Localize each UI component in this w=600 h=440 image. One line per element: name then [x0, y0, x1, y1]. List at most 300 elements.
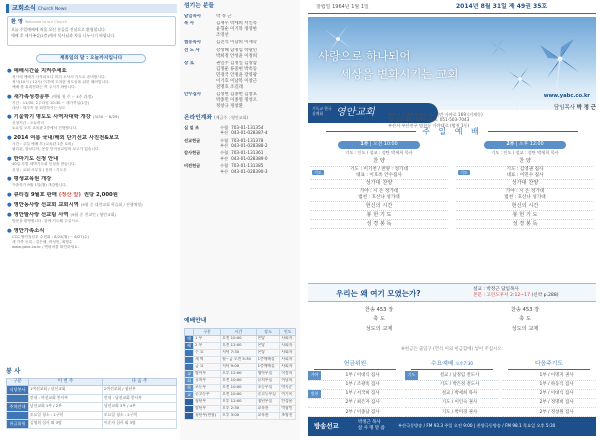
order-item — [456, 202, 594, 211]
order-text-2: 범천 : 호산나 성가대 — [358, 194, 400, 200]
list-text: 1부 / 이명지 권사 — [539, 372, 574, 378]
news-item-line: 정시(10시 / 12시) 이후에 도착한 성도들을 위한 배려입니다. — [12, 80, 110, 85]
weekly-cell-p: 교육관 — [256, 412, 280, 419]
broadcast-pastor — [358, 420, 385, 431]
weekly-cell-l: 박옥순 — [280, 384, 296, 391]
address-line: 부산시 부산진구 범천동 가야대로 (범천 1동) — [388, 122, 470, 128]
staff-names — [216, 14, 296, 20]
weekly-worship-title: 예배안내 — [184, 318, 207, 324]
volunteer-header: 구분 — [7, 379, 29, 386]
staff-role: 담임목사 — [184, 13, 201, 19]
news-item-line: 새 가족 등록 : 김은혜, 박성민, 최영수 — [12, 239, 73, 244]
weekly-cell-n: 영아부 — [194, 370, 221, 377]
closing-item: 성도의 교제 — [365, 325, 393, 332]
weekly-row — [185, 349, 296, 356]
list-tag — [405, 381, 418, 389]
news-item — [7, 202, 175, 209]
closing-second — [456, 306, 594, 334]
weekly-cell-p: 1층예배실 — [256, 356, 280, 363]
weekly-cell-n: 2 부 — [194, 342, 221, 349]
account-bank: 수협 — [220, 124, 229, 130]
header-rule — [308, 13, 596, 14]
account-row — [184, 143, 296, 148]
bullet-icon: ● — [7, 135, 12, 141]
account-row — [184, 130, 296, 135]
volunteer-next-week: 안내 : 남선교회 봉사부 — [103, 394, 177, 403]
news-item-title: 새가족성경공부 — [13, 93, 50, 100]
list-text: 2부 / 정명희 집사 — [539, 400, 574, 406]
weekly-cell-n: 유치부 — [194, 377, 221, 384]
weekly-cell-l: 이기복 — [280, 391, 296, 398]
staff-name-line: 정창규 정창환 — [216, 104, 243, 110]
bullet-icon: ● — [7, 227, 12, 234]
service-title: 1부 — [360, 142, 369, 147]
bulletin-issue: 35호 — [533, 3, 548, 10]
weekly-cell-l: 사회자 — [280, 349, 296, 356]
service-header: 2부 | 오후 12:00 — [484, 141, 566, 149]
news-item-period: (매월 첫 주 ~ 4주 과정) — [51, 93, 93, 99]
order-item — [310, 157, 448, 166]
online-accounts — [184, 115, 296, 174]
weekly-cell-p: 교육관 — [256, 405, 280, 412]
weekly-cell-n: 중고등부 — [194, 391, 221, 398]
news-item-line: 토요일 오후 교육관 2층에서 진행합니다. — [12, 126, 78, 131]
account-bank: 부산 — [220, 155, 229, 161]
list-row — [308, 372, 402, 381]
news-item-head — [7, 192, 175, 199]
staff-name-line: 박종민 이종열 정성오 — [216, 98, 257, 104]
weekly-cell-l: 조영선 — [280, 412, 296, 419]
staff-name-line: 박희정 안성윤 이정희 — [216, 53, 257, 59]
weekly-group: 교 — [185, 391, 194, 398]
volunteer-row — [7, 420, 177, 429]
church-news-title-en: Church News — [37, 7, 67, 12]
account-number[interactable]: 043-01-028388-2 — [231, 142, 268, 148]
denomination: 기독교 한국침례회 — [312, 106, 332, 116]
weekly-cell-p: 1층예배실 — [256, 363, 280, 370]
news-item-head — [7, 212, 175, 219]
sunday-worship-title — [308, 127, 596, 137]
list-text: 2부 / 이대식 집사 — [539, 391, 574, 397]
order-text: 성가대 찬양 — [511, 180, 539, 187]
order-text: 헌신의 시간 — [511, 202, 539, 209]
weekly-cell-p: 본당 — [256, 349, 280, 356]
accounts-title: 온라인계좌 — [184, 115, 212, 122]
service-leaders: 기도 : 인도 / 설교 : 성탄 박세희 목사 — [345, 150, 413, 155]
order-item — [456, 220, 594, 229]
volunteer-this-week: 김영희 집사 외 3명 — [29, 420, 103, 429]
staff-names — [216, 40, 296, 46]
order-text: 가야 : 시 온 성가대 — [505, 189, 545, 195]
list-row — [308, 390, 402, 399]
order-item — [456, 180, 594, 189]
volunteer-this-week: 토요일 청소 : 1구역 — [29, 411, 103, 420]
weekly-cell-n: 1 부 — [194, 335, 221, 342]
bullet-icon: ● — [7, 201, 12, 208]
church-news-title: 교회소식 — [12, 5, 36, 12]
weekly-group — [185, 405, 194, 412]
bullet-icon: ● — [7, 93, 12, 100]
order-text: 헌신의 시간 — [365, 202, 393, 209]
weekly-row — [185, 398, 296, 405]
weekly-cell-l: 이남희 — [280, 377, 296, 384]
news-item-line: 시간 : 주일 예배 후 (교육관 1층 로비) — [12, 141, 73, 146]
list-text: 설교 / 남정임 전도사 — [439, 372, 480, 378]
news-item — [7, 192, 175, 199]
bullet-icon: ● — [7, 155, 12, 162]
list-tag: 범천 — [308, 390, 321, 398]
list-tag: 기도 — [405, 371, 418, 379]
order-item — [310, 202, 448, 211]
news-item — [7, 212, 175, 224]
volunteer-this-week: 남선교회 1부 / 2부 — [29, 403, 103, 412]
list-tag — [502, 390, 515, 398]
news-item-title: 영안발사랑 선교팀 사역 — [13, 212, 69, 219]
staff-row — [184, 40, 296, 46]
news-item-head — [7, 202, 175, 209]
news-item-head — [7, 114, 175, 121]
weekly-cell-t: 월~금 오전 5:30 — [221, 356, 256, 363]
account-number[interactable]: 703-01-131361 — [231, 150, 264, 156]
account-number[interactable]: 043-01-028387-4 — [231, 130, 268, 136]
weekly-group — [185, 349, 194, 356]
broadcast-pastor-name: 박정근 목사 — [358, 420, 381, 425]
founded-date: 창립일 1964년 1월 1일 — [316, 4, 369, 10]
weekly-group — [185, 412, 194, 419]
weekly-row — [185, 377, 296, 384]
weekly-row — [185, 335, 296, 342]
weekly-group: 회 — [185, 377, 194, 384]
news-item-head — [7, 94, 175, 101]
news-item-title: 한마기도 신청 안내 — [13, 155, 59, 162]
weekly-cell-n: 초등부 — [194, 384, 221, 391]
weekly-cell-p: 본당 — [256, 335, 280, 342]
sunday-worship-title-text: 주 일 예 배 — [422, 127, 482, 136]
staff-name-line: 이기호 이남복 이창근 — [216, 78, 257, 84]
issue-info — [456, 3, 547, 11]
weekly-cell-t: 오후 2:30 — [221, 405, 256, 412]
account-type: 선교헌금 — [184, 137, 201, 143]
weekly-cell-n: 청년부 — [194, 398, 221, 405]
weekly-worship-section — [184, 318, 296, 420]
weekly-cell-l: 사회자 — [280, 335, 296, 342]
wednesday-worship — [405, 361, 499, 417]
weekly-cell-p: 초등부실 — [256, 384, 280, 391]
weekly-cell-t: 오전 10:00 — [221, 377, 256, 384]
weekly-cell-t: 오후 12:00 — [221, 370, 256, 377]
weekly-cell-l: 이정희 — [280, 370, 296, 377]
account-number[interactable]: 043-01-028390-3 — [231, 168, 268, 174]
church-contact — [388, 105, 596, 128]
order-text: 가야 : 시 온 성가대 — [359, 189, 399, 195]
staff-role: 목 사 — [184, 20, 195, 26]
list-tag — [405, 390, 418, 398]
broadcast-program: 참 사 명 말 씀 — [358, 425, 385, 431]
news-item — [7, 135, 175, 152]
volunteer-row — [7, 411, 177, 420]
staff-role: 안수집사 — [184, 92, 201, 98]
service-staff-title: 섬기는 분들 — [184, 3, 215, 9]
news-item-line: 필리핀, 캄보디아, 몽골 단기선교팀의 보고가 있습니다. — [12, 147, 100, 152]
weekly-cell-t: 저녁 9:00 — [221, 363, 256, 370]
list-text: 설교 / 박세희 목사 — [441, 391, 478, 397]
welcome-box — [7, 16, 176, 46]
accounts-sub: (예금주 : 영안교회) — [214, 115, 249, 121]
banner-line-2: 세상을 변화시키는 교회 — [340, 67, 459, 81]
account-number[interactable]: 703-01-131385 — [231, 163, 264, 169]
weekly-cell-p: 청년부실 — [256, 398, 280, 405]
weekly-cell-n: 금 요 — [194, 363, 221, 370]
list-tag — [502, 399, 515, 407]
account-type: 감사헌금 — [184, 150, 201, 156]
banner-line-1: 사랑으로 하나되어 — [318, 49, 411, 63]
weekly-header: 구분 — [194, 328, 221, 335]
welcome-line: 오늘 주일예배에 처음 오신 분들을 진심으로 환영합니다. — [11, 26, 107, 32]
bulletin-date: 2014년 8월 31일 — [456, 3, 507, 10]
volunteer-category: 주차안내 — [7, 403, 29, 412]
account-type — [184, 156, 220, 161]
news-item-line: 대상 : 새가족 및 희망하시는 성도 — [12, 105, 66, 110]
order-item — [310, 167, 448, 180]
volunteer-category: 헌금위원 — [7, 420, 29, 429]
bullet-icon: ● — [7, 114, 12, 121]
staff-name-line: 김성현 김종현 김창호 — [216, 92, 257, 98]
staff-names — [216, 61, 296, 91]
news-item-line: 방문을 환영합니다. 함께 기도해 주십시오. — [12, 219, 80, 224]
order-item — [456, 157, 594, 166]
news-item-title: 예배시간을 지켜주세요 — [13, 68, 67, 74]
volunteer-this-week: 1여선교회 / 남선교회 — [29, 386, 103, 395]
volunteer-this-week: 안내 : 여선교회 봉사부 — [29, 394, 103, 403]
volunteer-header: 다 음 주 — [103, 379, 177, 386]
bulletin-volume: 제 49권 — [508, 3, 531, 10]
staff-name-line: 김재우 박세희 서인복 — [216, 20, 257, 26]
list-row — [405, 372, 499, 381]
news-item-line: 정시에 예배가 시작되오니 미리 오셔서 기도로 준비합시다. — [12, 74, 106, 79]
news-item-period: (9월 중 대전교회 학습회 / 진행예정) — [80, 201, 143, 207]
sermon-speaker: 설교 : 박정근 담임목사 — [473, 287, 519, 292]
service-time: 오후 12:00 — [519, 142, 544, 147]
weekly-row — [185, 412, 296, 419]
staff-role: 협동목사 — [184, 40, 201, 46]
list-text: 기도 / 박미경 권사 — [441, 409, 478, 415]
staff-row — [184, 48, 296, 60]
volunteer-category — [7, 394, 29, 403]
list-title-text: 다음주기도 — [535, 361, 563, 367]
volunteer-category: 식당봉사 — [7, 386, 29, 395]
news-item — [7, 94, 175, 111]
account-bank: 부산 — [220, 168, 229, 174]
pastor-label: 담임목사 — [554, 105, 575, 111]
list-row — [405, 381, 499, 390]
order-text: 성 경 봉 독 — [366, 220, 392, 227]
offering-note: ※헌금은 출입구 (면석 이외 헌금함에) 넣어 주십시오. — [401, 347, 503, 352]
bullet-icon: ● — [7, 176, 12, 183]
staff-names — [216, 21, 296, 39]
next-week-prayer — [502, 361, 596, 417]
news-list — [7, 68, 175, 253]
address-line: Tel. 051-503-7079 / Fax. 051-503-7043 — [388, 117, 470, 123]
volunteer-next-week: 이순자 집사 외 3명 — [103, 420, 177, 429]
list-text: 기도 / 이인숙 권사 — [441, 400, 478, 406]
list-title — [411, 361, 493, 370]
news-item-title: 2014 여름 국내/해외 단기선교 사진전&보고 — [13, 135, 120, 141]
pastor-name: 박 정 근 — [576, 105, 596, 111]
weekly-cell-t: 저녁 7:30 — [221, 349, 256, 356]
news-item-line: 40일 특별 새벽기도회 신청을 받습니다. — [12, 162, 76, 167]
church-website[interactable]: www.yabc.co.kr — [543, 93, 590, 99]
weekly-group: 학 — [185, 384, 194, 391]
order-item — [310, 211, 448, 220]
list-tag — [405, 408, 418, 416]
order-item — [310, 220, 448, 229]
account-number[interactable]: 703-01-131354 — [231, 124, 264, 130]
service-title: 2부 — [506, 142, 515, 147]
list-tag — [502, 408, 515, 416]
list-tag: 가야 — [308, 371, 321, 379]
list-tag — [502, 371, 515, 379]
volunteer-next-week: 남선교회 3부 / 4부 — [103, 403, 177, 412]
sermon-ref: (신약 p.288) — [531, 292, 559, 298]
bullet-icon: ● — [7, 191, 12, 198]
news-item-line: 신청기간 : 오늘까지 — [12, 121, 45, 126]
list-text: 2부 / 최은자 집사 — [345, 400, 380, 406]
order-text-2: 대표 : 이호옥 안수집사 — [356, 172, 402, 178]
staff-name-line: 박 정 근 — [216, 13, 232, 19]
church-name: 영안교회 — [336, 107, 375, 118]
church-news-header — [6, 4, 177, 13]
weekly-row — [185, 356, 296, 363]
news-item-line: 기간 : 11/30, 2주과정 10:30 ~ 새가족실(1층) — [12, 100, 89, 105]
weekly-header: 인도 — [280, 328, 296, 335]
list-tag — [502, 381, 515, 389]
list-row — [502, 390, 596, 399]
news-item-period: (9월 중 전교인 / 영안교회) — [70, 212, 117, 218]
welcome-line: 예배 후 새가족실(1층)에서 목사님과 차를 나누시기 바랍니다. — [11, 33, 116, 39]
weekly-group — [185, 356, 194, 363]
order-text: 성가대 찬양 — [365, 180, 393, 187]
volunteer-section — [6, 368, 177, 429]
first-service — [310, 141, 448, 229]
order-item — [456, 211, 594, 220]
weekly-cell-n: 수 요 — [194, 349, 221, 356]
weekly-row — [185, 363, 296, 370]
order-text: 봉 헌 기 도 — [512, 211, 538, 218]
weekly-header: 장소 — [256, 328, 280, 335]
staff-name-line: 권일주 김정일 김창삼 — [216, 61, 257, 67]
broadcast-label: 방송선교 — [314, 422, 339, 430]
volunteer-title: 봉 사 — [6, 368, 21, 375]
account-number[interactable]: 703-01-131378 — [231, 137, 264, 143]
news-item-head — [7, 176, 175, 183]
news-item — [7, 176, 175, 188]
list-tag — [405, 399, 418, 407]
account-number[interactable]: 043-01-028389-0 — [231, 155, 268, 161]
order-text: 봉 헌 기 도 — [366, 211, 392, 218]
news-item-price: 권당 2,000원 — [83, 191, 118, 198]
list-tag — [308, 399, 321, 407]
order-text-2: 범천 : 호산나 성가대 — [504, 194, 546, 200]
list-tag — [308, 381, 321, 389]
order-item — [310, 180, 448, 189]
weekly-row — [185, 405, 296, 412]
service-time: 오전 10:00 — [373, 142, 398, 147]
account-type — [184, 169, 220, 174]
volunteer-row — [7, 386, 177, 395]
weekly-cell-t: 오전 12:00 — [221, 342, 256, 349]
order-text: 찬 양 — [519, 158, 531, 165]
staff-row — [184, 92, 296, 110]
account-row — [184, 169, 296, 174]
weekly-cell-l: 사회자 — [280, 356, 296, 363]
second-service — [456, 141, 594, 229]
weekly-group — [185, 363, 194, 370]
weekly-cell-n: 새 벽 — [194, 356, 221, 363]
weekly-cell-l: 사회자 — [280, 363, 296, 370]
weekly-cell-p: 본당 — [256, 342, 280, 349]
list-tag — [308, 408, 321, 416]
staff-role: 장 로 — [184, 61, 195, 67]
order-text-2: 대표 : 이민수 집사 — [506, 172, 544, 178]
account-row — [184, 156, 296, 161]
news-item-line: 가을학기 9월 1일(월) 개강합니다. — [12, 183, 68, 188]
staff-name-line: 조영선 — [216, 32, 229, 38]
list-title-text: 헌금위원 — [343, 361, 367, 367]
closing-item: 축 도 — [519, 316, 531, 323]
sermon-info — [473, 287, 559, 299]
account-bank: 부산 — [220, 142, 229, 148]
order-text: 기도 : 김영권 집사 — [506, 166, 544, 172]
staff-name-line: 강성혜 남정임 박광민 — [216, 47, 257, 53]
news-item-period: (3/30 ~ 6/29) — [92, 114, 120, 120]
account-bank: 수협 — [220, 150, 229, 156]
account-bank: 부산 — [220, 130, 229, 136]
weekly-cell-l: 사회자 — [280, 342, 296, 349]
staff-role: 전 도 사 — [184, 47, 200, 53]
news-item-line: CCC 영안청년부 수련회 : 8/25(월) ~ 8/27(수) — [12, 234, 90, 239]
sermon-text: 본문 : 고린도후서 2:12~17 — [473, 292, 531, 298]
order-tag: 기도 — [314, 170, 322, 176]
list-time: 오후7:30 — [455, 361, 473, 366]
news-item-line: 예배 중 휴대전화는 꺼 주시기 바랍니다. — [12, 85, 77, 90]
order-text: 기도 : 이기천 / 찬양 : 성가대 — [350, 166, 408, 172]
volunteer-table — [6, 378, 177, 429]
list-row — [405, 399, 499, 408]
list-text: 1부 / 이대식 집사 — [345, 372, 380, 378]
weekly-group: 예 — [185, 335, 194, 342]
order-item — [456, 189, 594, 202]
weekly-cell-t: 오전 10:00 — [221, 391, 256, 398]
news-item-line: www.yabc.co.kr / 연락처를 확인하세요. — [12, 244, 79, 249]
account-type — [184, 130, 220, 135]
welcome-title-en: Welcome to our Church — [24, 20, 67, 24]
weekly-row — [185, 384, 296, 391]
closing-item: 찬송 453 장 — [510, 307, 540, 314]
news-item-head — [7, 156, 175, 163]
volunteer-header: 이 번 주 — [29, 379, 103, 386]
weekly-header — [185, 328, 194, 335]
list-title — [314, 361, 396, 370]
news-item — [7, 114, 175, 131]
news-item-title: 기울학기 명도도 사역자대학 개강 — [13, 114, 91, 121]
order-text: 성 경 봉 독 — [512, 220, 538, 227]
account-bank: 수협 — [220, 163, 229, 169]
weekly-cell-l: 안성윤 — [280, 398, 296, 405]
staff-row — [184, 61, 296, 91]
weekly-group — [185, 398, 194, 405]
list-text: 1부 / 조광옥 집사 — [345, 381, 380, 387]
list-row — [308, 381, 402, 390]
